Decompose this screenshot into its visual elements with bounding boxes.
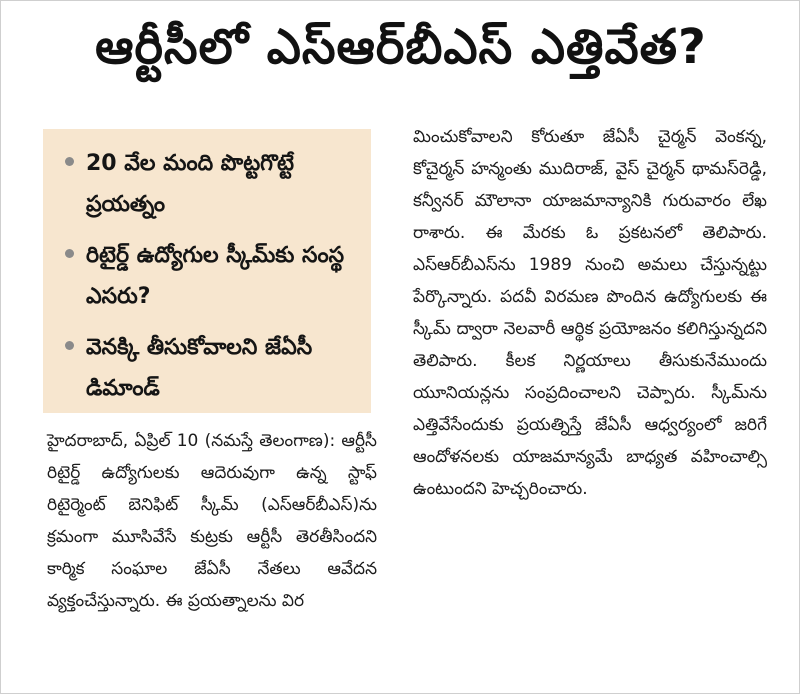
highlight-text: 20 వేల మంది పొట్టగొట్టే ప్రయత్నం (86, 151, 294, 217)
bullet-icon (65, 341, 74, 350)
highlight-text: రిటైర్డ్ ఉద్యోగుల స్కీమ్‌కు సంస్థ ఎసరు? (86, 243, 345, 309)
highlight-text: వెనక్కి తీసుకోవాలని జేఏసీ డిమాండ్ (86, 335, 313, 401)
article-body-right-column: మించుకోవాలని కోరుతూ జేఏసీ చైర్మన్ వెంకన్న, కోచైర్మన్ హన్మంతు ముదిరాజ్, వైస్ చైర్మన్ థామస్‌రెడ్డి, కన్వీనర్ మౌలానా యాజమాన్యానికి గురువారం లేఖ రాశారు. ఈ మేరకు ఓ ప్రకటనలో తెలిపారు. ఎస్ఆర్‌బీఎస్‌ను 1989 నుంచి అమలు చేస్తున్నట్టు పేర్కొన్నారు. పదవీ విరమణ పొందిన ఉద్యోగులకు ఈ స్కీమ్ ద్వారా నెలవారీ ఆర్థిక ప్రయోజనం కలిగిస్తున్నదని తెలిపారు. కీలక నిర్ణయాలు తీసుకునేముందు యూనియన్లను సంప్రదించాలని చెప్పారు. స్కీమ్‌ను ఎత్తివేసేందుకు ప్రయత్నిస్తే జేఏసీ ఆధ్వర్యంలో జరిగే ఆందోళనలకు యాజమాన్యమే బాధ్యత వహించాల్సి ఉంటుందని హెచ్చరించారు. (413, 127, 767, 499)
highlight-item (61, 327, 361, 409)
highlight-item (61, 235, 361, 317)
highlights-box (43, 129, 371, 413)
bullet-icon (65, 157, 74, 166)
bullet-icon (65, 249, 74, 258)
article-body-left-column: హైదరాబాద్, ఏప్రిల్ 10 (నమస్తే తెలంగాణ): ఆర్టీసీ రిటైర్డ్ ఉద్యోగులకు ఆదెరువుగా ఉన్న స్టాఫ్ రిటైర్మెంట్ బెనిఫిట్ స్కీమ్ (ఎస్ఆర్‌బీఎస్)ను క్రమంగా మూసివేసే కుట్రకు ఆర్టీసీ తెరతీసిందని కార్మిక సంఘాల జేఏసీ నేతలు ఆవేదన వ్యక్తంచేస్తున్నారు. ఈ ప్రయత్నాలను విర (47, 431, 377, 611)
highlight-item (61, 143, 361, 225)
headline: ఆర్టీసీలో ఎస్ఆర్‌బీఎస్ ఎత్తివేత? (95, 19, 707, 75)
